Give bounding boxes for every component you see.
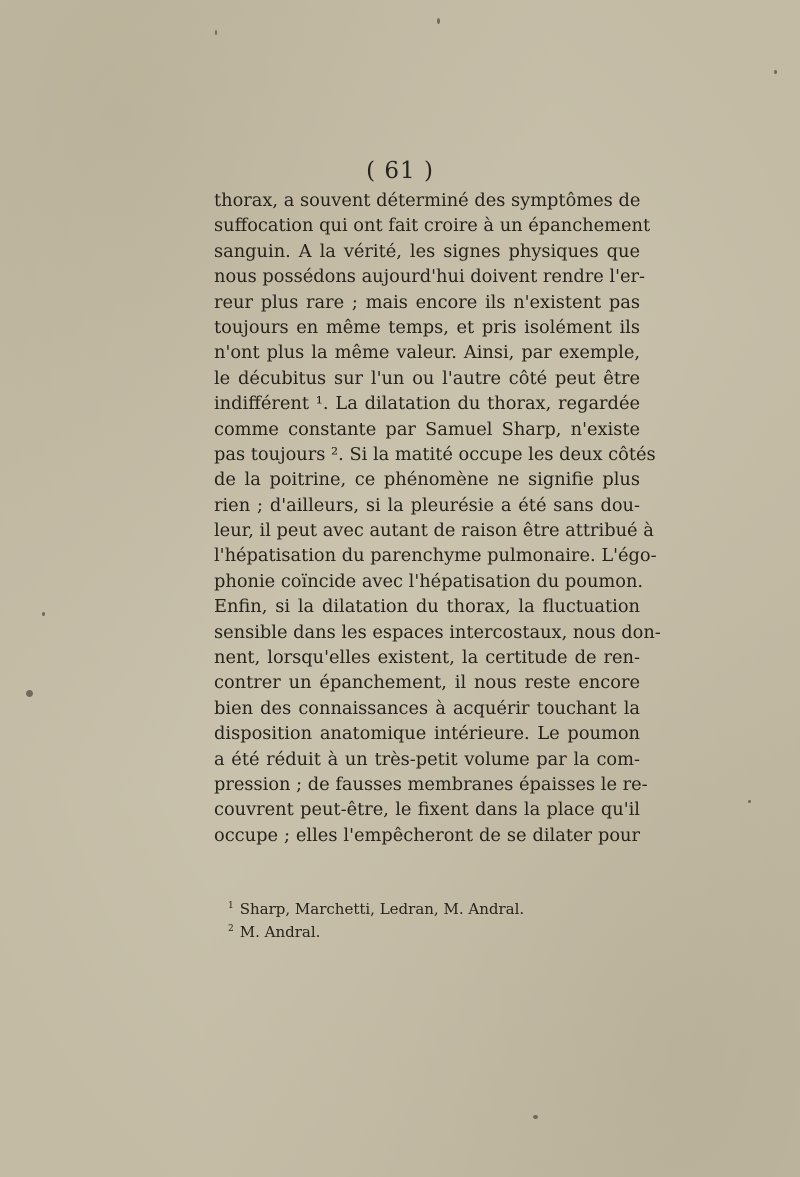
text-line: pression ; de fausses membranes épaisses le re- [214, 773, 648, 795]
text-line: comme constante par Samuel Sharp, n'existe [214, 418, 640, 440]
text-line: disposition anatomique intérieure. Le poumon [214, 723, 640, 745]
footnote [214, 918, 640, 941]
text-line: occupe ; elles l'empêcheront de se dilater pour [214, 824, 640, 846]
text-line: n'ont plus la même valeur. Ainsi, par exemple, [214, 342, 640, 364]
text-line: sensible dans les espaces intercostaux, nous don- [214, 621, 661, 643]
text-line: suffocation qui ont fait croire à un épanchement [214, 215, 651, 237]
text-line: leur, il peut avec autant de raison être attribué à [214, 520, 654, 542]
text-line: couvrent peut-être, le fixent dans la place qu'il [214, 799, 640, 821]
text-line: pas toujours ². Si la matité occupe les deux côtés [214, 443, 656, 465]
paper-speck [215, 30, 217, 35]
footnote-marker: 2 [228, 924, 234, 934]
body-text [214, 188, 661, 848]
text-line: nous possédons aujourd'hui doivent rendre l'er- [214, 266, 646, 288]
footnote [214, 895, 640, 918]
footnote-marker: 1 [228, 901, 234, 911]
text-line: Enfin, si la dilatation du thorax, la fluctuation [214, 596, 640, 618]
text-line: le décubitus sur l'un ou l'autre côté peut être [214, 367, 640, 389]
text-line: toujours en même temps, et pris isolément ils [214, 316, 640, 338]
text-line: phonie coïncide avec l'hépatisation du poumon. [214, 570, 644, 592]
paper-speck [533, 1115, 538, 1119]
paper-speck [774, 70, 777, 74]
page-number: ( 61 ) [366, 158, 434, 184]
text-line: indifférent ¹. La dilatation du thorax, regardée [214, 393, 640, 415]
footnote-text: M. Andral. [239, 923, 321, 941]
text-line: rien ; d'ailleurs, si la pleurésie a été sans dou- [214, 494, 640, 516]
paper-speck [748, 800, 751, 803]
text-line: a été réduit à un très-petit volume par la com- [214, 748, 640, 770]
text-line: nent, lorsqu'elles existent, la certitude de ren- [214, 647, 640, 669]
text-line: reur plus rare ; mais encore ils n'existent pas [214, 291, 640, 313]
footnotes [214, 895, 640, 941]
text-line: de la poitrine, ce phénomène ne signifie plus [214, 469, 640, 491]
footnote-text: Sharp, Marchetti, Ledran, M. Andral. [239, 900, 525, 918]
paper-speck [42, 612, 45, 616]
text-line: thorax, a souvent déterminé des symptômes de [214, 190, 641, 211]
paper-speck [26, 690, 33, 697]
text-line: bien des connaissances à acquérir touchant la [214, 697, 640, 719]
text-line: l'hépatisation du parenchyme pulmonaire. L'égo- [214, 545, 657, 567]
paper-speck [437, 18, 440, 24]
text-line: sanguin. A la vérité, les signes physiques que [214, 240, 640, 262]
text-line: contrer un épanchement, il nous reste encore [214, 672, 640, 694]
